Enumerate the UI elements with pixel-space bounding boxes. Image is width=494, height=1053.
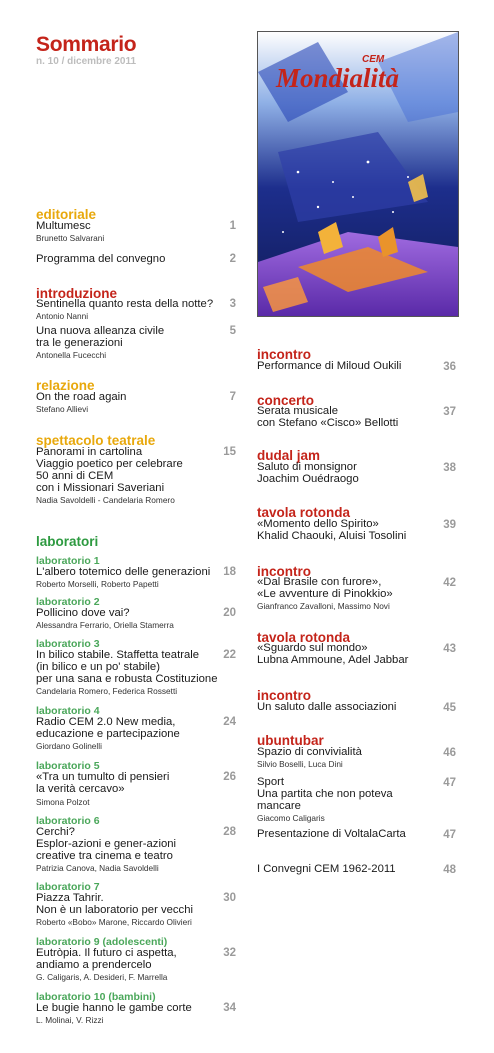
- page-number[interactable]: 46: [443, 747, 456, 759]
- entry-title[interactable]: Pollicino dove vai?: [36, 607, 130, 619]
- page-number[interactable]: 15: [223, 446, 236, 458]
- entry-title-line[interactable]: creative tra cinema e teatro: [36, 850, 173, 862]
- lab-label: laboratorio 6: [36, 815, 100, 827]
- entry-author: L. Molinai, V. Rizzi: [36, 1015, 104, 1025]
- page-number[interactable]: 20: [223, 607, 236, 619]
- entry-author: Silvio Boselli, Luca Dini: [257, 759, 343, 769]
- page-number[interactable]: 37: [443, 406, 456, 418]
- entry-author: G. Caligaris, A. Desideri, F. Marrella: [36, 972, 168, 982]
- entry-author: Candelaria Romero, Federica Rossetti: [36, 686, 178, 696]
- lab-label: laboratorio 4: [36, 705, 100, 717]
- page-number[interactable]: 47: [443, 829, 456, 841]
- page-number[interactable]: 26: [223, 771, 236, 783]
- entry-author: Giordano Golinelli: [36, 741, 102, 751]
- page-number[interactable]: 30: [223, 892, 236, 904]
- lab-label: laboratorio 9 (adolescenti): [36, 936, 168, 948]
- page-number[interactable]: 42: [443, 577, 456, 589]
- entry-title-line[interactable]: «Dal Brasile con furore»,: [257, 576, 382, 588]
- page-number[interactable]: 2: [229, 253, 236, 265]
- section-label: tavola rotonda: [257, 630, 351, 645]
- section-relazione: relazione: [36, 378, 95, 393]
- lab-label: laboratorio 2: [36, 596, 100, 608]
- section-label: incontro: [257, 347, 311, 362]
- entry-author: Roberto Morselli, Roberto Papetti: [36, 579, 159, 589]
- page-title: Sommario: [36, 33, 137, 56]
- entry-title-line[interactable]: Lubna Ammoune, Adel Jabbar: [257, 654, 409, 666]
- entry-title-line[interactable]: Cerchi?: [36, 826, 75, 838]
- section-editoriale: editoriale: [36, 207, 97, 222]
- entry-title-line[interactable]: Serata musicale: [257, 405, 338, 417]
- entry-title[interactable]: Le bugie hanno le gambe corte: [36, 1002, 192, 1014]
- page-number[interactable]: 32: [223, 947, 236, 959]
- section-label: ubuntubar: [257, 733, 324, 748]
- entry-title[interactable]: Spazio di convivialità: [257, 746, 362, 758]
- entry-title-line[interactable]: con Stefano «Cisco» Bellotti: [257, 417, 399, 429]
- entry-title-line[interactable]: per una sana e robusta Costituzione: [36, 673, 218, 685]
- page-number[interactable]: 5: [229, 325, 236, 337]
- entry-title[interactable]: I Convegni CEM 1962-2011: [257, 863, 396, 875]
- section-label: incontro: [257, 564, 311, 579]
- lab-label: laboratorio 10 (bambini): [36, 991, 156, 1003]
- issue-line: n. 10 / dicembre 2011: [36, 56, 137, 67]
- entry-author: Nadia Savoldelli - Candelaria Romero: [36, 495, 175, 505]
- page-number[interactable]: 22: [223, 649, 236, 661]
- entry-title-line[interactable]: con i Missionari Saveriani: [36, 482, 165, 494]
- entry-author: Antonio Nanni: [36, 311, 89, 321]
- entry-author: Stefano Allievi: [36, 404, 89, 414]
- entry-title-line[interactable]: Joachim Ouédraogo: [257, 473, 359, 485]
- page-number[interactable]: 43: [443, 643, 456, 655]
- entry-title-line[interactable]: In bilico stabile. Staffetta teatrale: [36, 649, 200, 661]
- page-number[interactable]: 3: [229, 298, 236, 310]
- entry-author: Roberto «Bobo» Marone, Riccardo Olivieri: [36, 917, 192, 927]
- entry-title-line[interactable]: Esplor-azioni e gener-azioni: [36, 838, 177, 850]
- magazine-cover: [257, 31, 459, 317]
- entry-title-line[interactable]: «Momento dello Spirito»: [257, 518, 379, 530]
- page-number[interactable]: 28: [223, 826, 236, 838]
- entry-title-line[interactable]: Eutròpia. Il futuro ci aspetta,: [36, 947, 177, 959]
- entry-title-line[interactable]: Una partita che non poteva: [257, 788, 393, 800]
- entry-title-line[interactable]: Viaggio poetico per celebrare: [36, 458, 183, 470]
- entry-title-line[interactable]: Panorami in cartolina: [36, 446, 143, 458]
- entry-title-line[interactable]: «Sguardo sul mondo»: [257, 642, 368, 654]
- entry-title-line[interactable]: (in bilico e un po' stabile): [36, 661, 160, 673]
- entry-title[interactable]: Multumesc: [36, 220, 91, 232]
- page-number[interactable]: 18: [223, 566, 236, 578]
- lab-label: laboratorio 7: [36, 881, 100, 893]
- entry-title-line[interactable]: educazione e partecipazione: [36, 728, 180, 740]
- section-label: dudal jam: [257, 448, 321, 463]
- entry-title-line[interactable]: 50 anni di CEM: [36, 470, 114, 482]
- page-number[interactable]: 39: [443, 519, 456, 531]
- page-number[interactable]: 1: [229, 220, 236, 232]
- page-number[interactable]: 36: [443, 361, 456, 373]
- section-spettacolo: spettacolo teatrale: [36, 433, 156, 448]
- page-number[interactable]: 24: [223, 716, 236, 728]
- entry-title-line[interactable]: la verità cercavo»: [36, 783, 125, 795]
- entry-author: Giacomo Caligaris: [257, 813, 325, 823]
- entry-author: Antonella Fucecchi: [36, 350, 107, 360]
- entry-title-line[interactable]: Sport: [257, 776, 285, 788]
- entry-author: Gianfranco Zavalloni, Massimo Novi: [257, 601, 390, 611]
- entry-title[interactable]: Programma del convegno: [36, 253, 166, 265]
- entry-author: Simona Polzot: [36, 797, 90, 807]
- lab-label: laboratorio 5: [36, 760, 100, 772]
- entry-title-line[interactable]: mancare: [257, 800, 301, 812]
- entry-title-line[interactable]: Piazza Tahrir.: [36, 892, 104, 904]
- entry-title-line[interactable]: «Le avventure di Pinokkio»: [257, 588, 393, 600]
- entry-author: Brunetto Salvarani: [36, 233, 105, 243]
- entry-author: Patrizia Canova, Nadia Savoldelli: [36, 863, 159, 873]
- entry-title-line[interactable]: Saluto di monsignor: [257, 461, 357, 473]
- section-introduzione: introduzione: [36, 286, 117, 301]
- section-label: tavola rotonda: [257, 505, 351, 520]
- cover-illustration: [258, 32, 458, 316]
- entry-author: Alessandra Ferrario, Oriella Stamerra: [36, 620, 174, 630]
- entry-title-line[interactable]: andiamo a prendercelo: [36, 959, 152, 971]
- section-laboratori: laboratori: [36, 534, 99, 549]
- section-label: incontro: [257, 688, 311, 703]
- entry-title-line[interactable]: Una nuova alleanza civile: [36, 325, 165, 337]
- entry-title[interactable]: On the road again: [36, 391, 127, 403]
- cover-magazine-name: Mondialità: [276, 63, 400, 93]
- section-label: concerto: [257, 393, 315, 408]
- page-number[interactable]: 7: [229, 391, 236, 403]
- entry-title[interactable]: Un saluto dalle associazioni: [257, 701, 397, 713]
- page-number[interactable]: 48: [443, 864, 456, 876]
- page-number[interactable]: 34: [223, 1002, 236, 1014]
- entry-title[interactable]: Performance di Miloud Oukili: [257, 360, 402, 372]
- entry-title-line[interactable]: Non è un laboratorio per vecchi: [36, 904, 193, 916]
- entry-title[interactable]: Presentazione di VoltalaCarta: [257, 828, 406, 840]
- page-number[interactable]: 45: [443, 702, 456, 714]
- lab-label: laboratorio 1: [36, 555, 100, 567]
- cover-cem-label: CEM: [362, 54, 385, 65]
- lab-label: laboratorio 3: [36, 638, 100, 650]
- entry-title-line[interactable]: «Tra un tumulto di pensieri: [36, 771, 170, 783]
- entry-title-line[interactable]: Radio CEM 2.0 New media,: [36, 716, 176, 728]
- page-number[interactable]: 38: [443, 462, 456, 474]
- entry-title[interactable]: Sentinella quanto resta della notte?: [36, 298, 214, 310]
- page-number[interactable]: 47: [443, 777, 456, 789]
- entry-title-line[interactable]: Khalid Chaouki, Aluisi Tosolini: [257, 530, 407, 542]
- entry-title[interactable]: L'albero totemico delle generazioni: [36, 566, 211, 578]
- entry-title-line[interactable]: tra le generazioni: [36, 337, 123, 349]
